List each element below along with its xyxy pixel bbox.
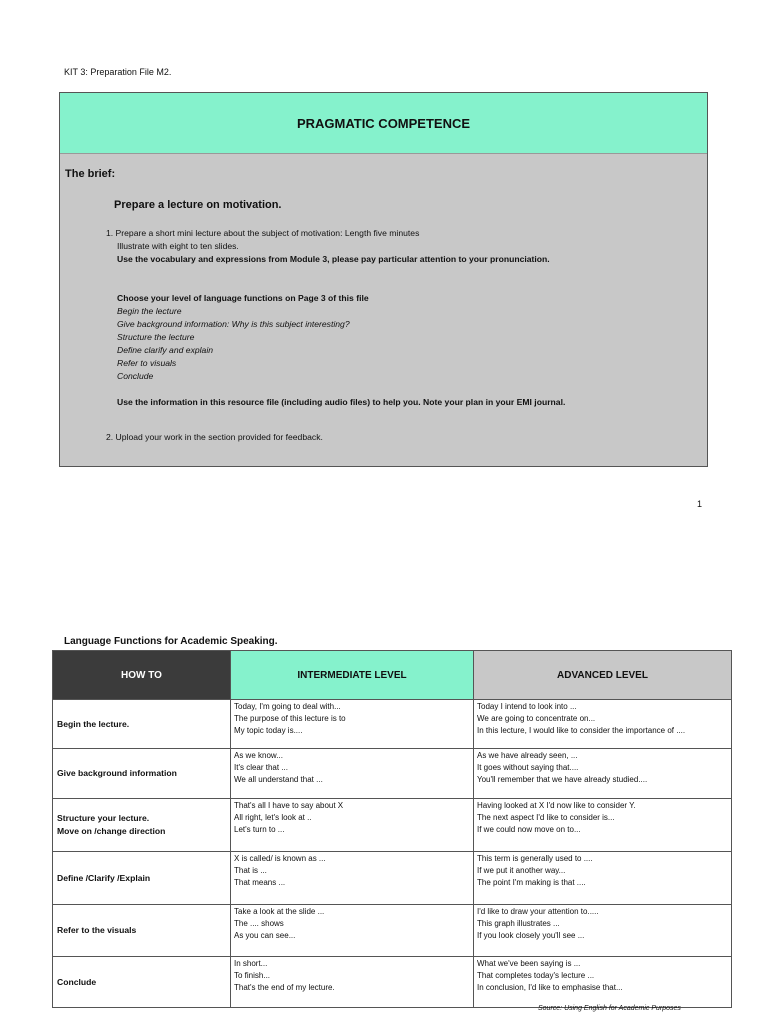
example-phrase: X is called/ is known as ... <box>234 854 326 863</box>
function-item: Structure the lecture <box>117 332 195 342</box>
function-label: Define /Clarify /Explain <box>57 872 151 883</box>
function-item: Refer to visuals <box>117 358 177 368</box>
example-phrase: All right, let's look at .. <box>234 813 312 823</box>
example-phrase: If we put it another way... <box>477 866 566 876</box>
brief-task: Prepare a lecture on motivation. <box>114 199 282 211</box>
function-label: Give background information <box>57 768 177 778</box>
column-header-how-to: HOW TO <box>53 651 231 700</box>
intermediate-cell <box>231 852 474 905</box>
advanced-cell <box>474 957 732 1008</box>
column-header-intermediate: INTERMEDIATE LEVEL <box>231 651 474 700</box>
example-phrase: Take a look at the slide ... <box>234 907 325 916</box>
function-cell <box>53 799 231 852</box>
resource-note: Use the information in this resource file (including audio files) to help you. Note your plan in your EMI journal. <box>117 397 566 407</box>
example-phrase: We all understand that ... <box>234 775 323 785</box>
example-phrase: We are going to concentrate on... <box>477 714 596 724</box>
table-header-row <box>53 651 732 700</box>
example-phrase: Let's turn to ... <box>234 825 285 835</box>
function-label: Conclude <box>57 976 97 987</box>
example-phrase: To finish... <box>234 971 271 981</box>
step-2: 2. Upload your work in the section provided for feedback. <box>106 432 323 442</box>
function-item: Conclude <box>117 371 154 381</box>
example-phrase: That completes today's lecture ... <box>477 971 595 981</box>
example-phrase: This term is generally used to .... <box>477 854 593 863</box>
intermediate-cell <box>231 957 474 1008</box>
function-cell <box>53 749 231 799</box>
example-phrase: As we know... <box>234 751 283 760</box>
brief-box <box>59 92 708 467</box>
step-1-line-1: 1. Prepare a short mini lecture about the subject of motivation: Length five minutes <box>106 228 420 238</box>
example-phrase: It goes without saying that.... <box>477 763 579 773</box>
example-phrase: That's all I have to say about X <box>234 801 344 810</box>
table-row <box>53 905 732 957</box>
example-phrase: As you can see... <box>234 931 296 941</box>
example-phrase: If you look closely you'll see ... <box>477 931 585 941</box>
example-phrase: The purpose of this lecture is to <box>234 714 346 724</box>
example-phrase: You'll remember that we have already studied.... <box>477 775 648 785</box>
brief-title: PRAGMATIC COMPETENCE <box>60 93 707 154</box>
document-header: KIT 3: Preparation File M2. <box>64 67 172 77</box>
table-row <box>53 749 732 799</box>
intermediate-cell <box>231 905 474 957</box>
advanced-cell <box>474 700 732 749</box>
table-row <box>53 852 732 905</box>
source-citation: Source: Using English for Academic Purposes <box>538 1005 681 1012</box>
function-cell <box>53 700 231 749</box>
function-item: Give background information: Why is this subject interesting? <box>117 319 350 329</box>
function-item: Begin the lecture <box>117 306 182 316</box>
example-phrase: The point I'm making is that .... <box>477 878 586 888</box>
intermediate-cell <box>231 749 474 799</box>
function-label: Begin the lecture. <box>57 718 130 729</box>
example-phrase: The next aspect I'd like to consider is... <box>477 813 615 823</box>
table-row <box>53 799 732 852</box>
example-phrase: That's the end of my lecture. <box>234 983 335 993</box>
choose-level-label: Choose your level of language functions on Page 3 of this file <box>117 293 369 303</box>
advanced-cell <box>474 799 732 852</box>
example-phrase: If we could now move on to... <box>477 825 581 835</box>
column-header-advanced: ADVANCED LEVEL <box>474 651 732 700</box>
advanced-cell <box>474 749 732 799</box>
example-phrase: My topic today is.... <box>234 726 303 736</box>
example-phrase: In this lecture, I would like to consider the importance of .... <box>477 726 686 736</box>
example-phrase: The .... shows <box>234 919 284 929</box>
example-phrase: I'd like to draw your attention to..... <box>477 907 599 916</box>
table-row <box>53 700 732 749</box>
intermediate-cell <box>231 700 474 749</box>
example-phrase: In short... <box>234 959 268 968</box>
example-phrase: Today, I'm going to deal with... <box>234 702 341 711</box>
advanced-cell <box>474 905 732 957</box>
example-phrase: It's clear that ... <box>234 763 288 773</box>
brief-label: The brief: <box>65 168 116 180</box>
function-label: Refer to the visuals <box>57 925 137 935</box>
example-phrase: Today I intend to look into ... <box>477 702 577 711</box>
page-number: 1 <box>697 499 703 509</box>
intermediate-cell <box>231 799 474 852</box>
example-phrase: That is ... <box>234 866 267 876</box>
example-phrase: This graph illustrates ... <box>477 919 560 929</box>
function-label: Structure your lecture. <box>57 813 150 823</box>
function-cell <box>53 852 231 905</box>
function-cell <box>53 957 231 1008</box>
language-functions-table <box>52 650 732 1008</box>
step-1-line-3: Use the vocabulary and expressions from Module 3, please pay particular attention to your pronunciation. <box>117 254 550 264</box>
function-label: Move on /change direction <box>57 826 166 836</box>
example-phrase: That means ... <box>234 878 286 888</box>
table-row <box>53 957 732 1008</box>
example-phrase: What we've been saying is ... <box>477 959 581 968</box>
advanced-cell <box>474 852 732 905</box>
function-item: Define clarify and explain <box>117 345 214 355</box>
example-phrase: In conclusion, I'd like to emphasise that... <box>477 983 623 993</box>
table-heading: Language Functions for Academic Speaking. <box>64 636 278 647</box>
function-cell <box>53 905 231 957</box>
brief-instructions <box>106 227 696 444</box>
table-body <box>53 700 732 1008</box>
example-phrase: As we have already seen, ... <box>477 751 578 760</box>
example-phrase: Having looked at X I'd now like to consider Y. <box>477 801 636 810</box>
step-1-line-2: Illustrate with eight to ten slides. <box>117 241 239 251</box>
